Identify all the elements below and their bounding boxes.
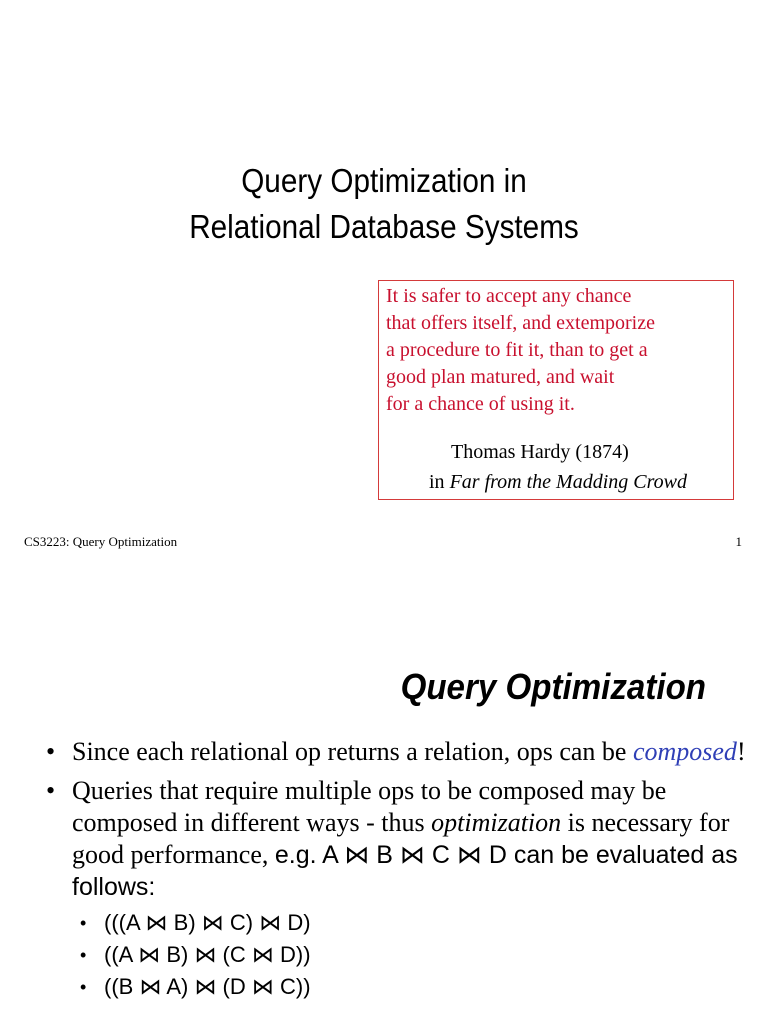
quote-line: for a chance of using it. <box>386 393 575 415</box>
bullet-dot-icon: • <box>80 945 87 965</box>
slide-title <box>38 158 729 250</box>
bullet-dot-icon: • <box>80 913 87 933</box>
slide-2 <box>0 572 768 1024</box>
sub-item <box>80 971 746 1003</box>
title-line-1: Query Optimization in <box>241 162 527 199</box>
quote-line: that offers itself, and extemporize <box>386 312 655 334</box>
bullet-text-mid: is necessary for good performance, <box>72 808 730 869</box>
emphasis-optimization: optimization <box>431 808 562 837</box>
bullet-dot-icon: • <box>46 737 56 766</box>
bullet-list <box>46 736 746 1003</box>
title-line-2: Relational Database Systems <box>189 208 579 245</box>
bullet-item <box>46 736 746 768</box>
quote-box <box>378 280 734 500</box>
slide-title: Query Optimization <box>400 666 706 707</box>
emphasis-composed: composed <box>632 737 737 766</box>
bullet-dot-icon: • <box>46 776 56 805</box>
bullet-dot-icon: • <box>80 977 87 997</box>
join-order: ((A ⋈ B) ⋈ (C ⋈ D)) <box>104 942 311 967</box>
quote-source <box>429 471 687 494</box>
footer-course: CS3223: Query Optimization <box>24 534 178 549</box>
join-order: (((A ⋈ B) ⋈ C) ⋈ D) <box>104 910 311 935</box>
quote-author: Thomas Hardy (1874) <box>451 441 629 463</box>
sub-item <box>80 907 746 939</box>
sub-list <box>46 907 746 1003</box>
quote-line: a procedure to fit it, than to get a <box>386 339 648 361</box>
source-prefix: in <box>429 471 445 493</box>
bullet-text: Since each relational op returns a relation, ops can be <box>72 737 627 766</box>
source-title: Far from the Madding Crowd <box>449 471 687 493</box>
join-order: ((B ⋈ A) ⋈ (D ⋈ C)) <box>104 974 311 999</box>
quote-line: good plan matured, and wait <box>386 366 615 388</box>
bullet-text: Queries that require multiple ops to be composed may be composed in different ways - thus <box>72 776 667 837</box>
quote-text <box>386 283 655 418</box>
bullet-item <box>46 775 746 903</box>
sub-item <box>80 939 746 971</box>
footer-page-number: 1 <box>735 534 742 549</box>
example-text: e.g. A ⋈ B ⋈ C ⋈ D can be evaluated as follows: <box>72 841 738 901</box>
bullet-punct: ! <box>736 737 746 766</box>
quote-line: It is safer to accept any chance <box>386 285 632 307</box>
